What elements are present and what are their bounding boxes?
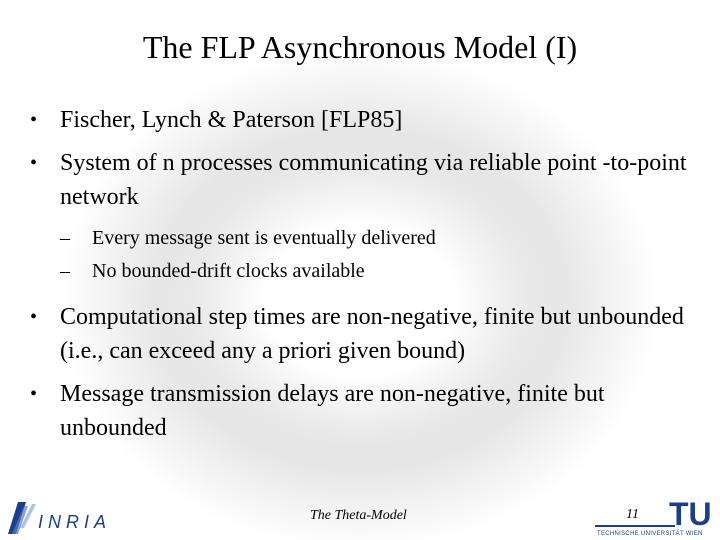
tu-logo-subtitle: TECHNISCHE UNIVERSITÄT WIEN bbox=[597, 531, 703, 537]
inria-logo-text: INRIA bbox=[38, 512, 112, 532]
page-number: 11 bbox=[626, 507, 639, 522]
bullet-item bbox=[30, 377, 700, 445]
bullet-icon: • bbox=[30, 306, 38, 328]
sub-bullet-item bbox=[60, 222, 700, 255]
sub-bullet-item bbox=[60, 255, 700, 288]
bullet-item bbox=[30, 146, 700, 288]
footer-title: The Theta-Model bbox=[310, 508, 407, 523]
bullet-icon: • bbox=[30, 152, 38, 174]
bullet-icon: • bbox=[30, 383, 38, 405]
bullet-item bbox=[30, 103, 700, 137]
bullet-text: System of n processes communicating via reliable point -to-point network bbox=[60, 150, 687, 210]
dash-icon: – bbox=[60, 227, 70, 249]
tu-logo-text: TU bbox=[669, 498, 712, 532]
sub-bullet-text: No bounded-drift clocks available bbox=[92, 260, 365, 282]
inria-logo-icon bbox=[6, 498, 118, 536]
bullet-icon: • bbox=[30, 109, 38, 131]
bullet-list bbox=[30, 103, 700, 445]
slide-title: The FLP Asynchronous Model (I) bbox=[142, 29, 578, 65]
bullet-text: Fischer, Lynch & Paterson [FLP85] bbox=[60, 107, 403, 133]
bullet-text: Message transmission delays are non-negative, finite but unbounded bbox=[60, 381, 605, 441]
bullet-text: Computational step times are non-negative, finite but unbounded (i.e., can exceed any a priori given bound) bbox=[60, 304, 684, 364]
sub-bullet-list bbox=[60, 222, 700, 288]
tu-wien-logo-icon bbox=[595, 498, 717, 538]
bullet-item bbox=[30, 300, 700, 368]
sub-bullet-text: Every message sent is eventually delivered bbox=[92, 227, 436, 249]
dash-icon: – bbox=[60, 260, 70, 282]
